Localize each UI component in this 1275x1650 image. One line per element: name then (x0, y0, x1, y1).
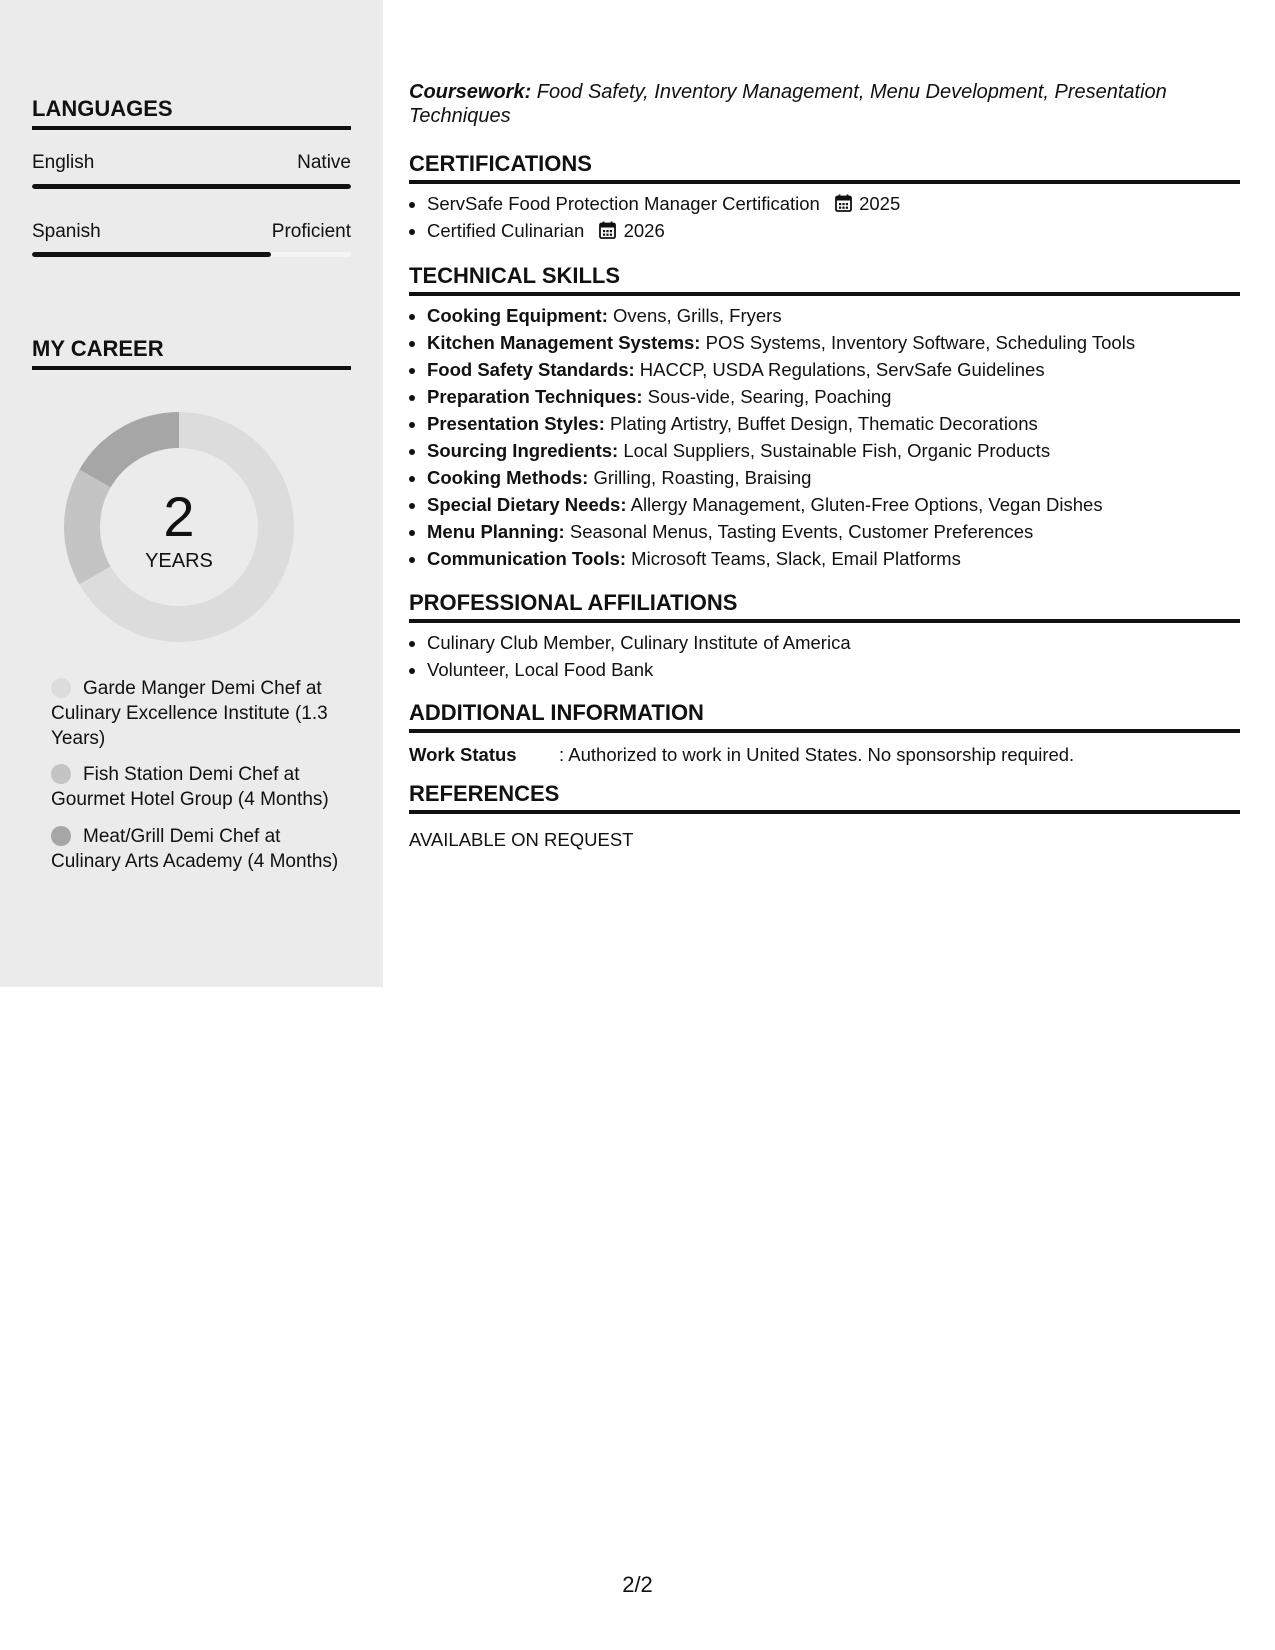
skill-value: Microsoft Teams, Slack, Email Platforms (626, 548, 961, 569)
career-legend-item (51, 676, 341, 751)
additional-info-heading: ADDITIONAL INFORMATION (409, 700, 1240, 733)
language-bar-spanish (32, 252, 351, 257)
language-level: Proficient (271, 221, 351, 242)
skills-list (409, 302, 1258, 572)
calendar-icon (835, 194, 852, 212)
list-item (427, 190, 1258, 217)
language-bar-english (32, 184, 351, 189)
skill-label: Preparation Techniques: (427, 386, 643, 407)
skill-label: Special Dietary Needs: (427, 494, 627, 515)
skill-value: POS Systems, Inventory Software, Scheduling Tools (700, 332, 1136, 353)
sidebar (0, 0, 383, 987)
language-row-spanish (32, 221, 351, 243)
skill-value: Plating Artistry, Buffet Design, Thematic Decorations (604, 413, 1038, 434)
language-name: Spanish (32, 221, 101, 242)
skill-value: Grilling, Roasting, Braising (588, 467, 812, 488)
work-status-value: : Authorized to work in United States. No sponsorship required. (559, 744, 1075, 765)
list-item: • Culinary Club Member, Culinary Institute of America (427, 629, 1258, 656)
skill-value: Allergy Management, Gluten-Free Options, Vegan Dishes (626, 494, 1103, 515)
legend-dot (51, 678, 71, 698)
certification-name: Certified Culinarian (427, 220, 585, 241)
list-item (427, 518, 1258, 545)
list-item (427, 437, 1258, 464)
career-donut-chart (64, 412, 294, 642)
donut-segment (79, 412, 179, 488)
skill-label: Presentation Styles: (427, 413, 605, 434)
work-status-label: Work Status (409, 744, 517, 765)
list-item (427, 410, 1258, 437)
legend-label: Garde Manger Demi Chef at Culinary Excellence Institute (1.3 Years) (51, 678, 328, 749)
coursework-label: Coursework: (409, 81, 532, 103)
technical-skills-heading: TECHNICAL SKILLS (409, 263, 1240, 296)
list-item (427, 545, 1258, 572)
language-level: Native (297, 152, 351, 173)
coursework-text: Food Safety, Inventory Management, Menu Development, Presentation Techniques (409, 81, 1167, 127)
skill-label: Communication Tools: (427, 548, 627, 569)
list-item: • Volunteer, Local Food Bank (427, 656, 1258, 683)
work-status (409, 743, 1240, 767)
career-unit: YEARS (145, 550, 213, 572)
career-legend-item (51, 824, 341, 874)
skill-label: Cooking Equipment: (427, 305, 608, 326)
page-number: 2/2 (622, 1572, 653, 1597)
calendar-icon (599, 221, 616, 239)
affiliations-list (409, 629, 1258, 683)
skill-label: Cooking Methods: (427, 467, 589, 488)
legend-dot (51, 826, 71, 846)
list-item (427, 302, 1258, 329)
language-bar-fill (32, 252, 271, 257)
languages-heading: LANGUAGES (32, 96, 351, 130)
career-legend-item (51, 762, 341, 812)
skill-value: HACCP, USDA Regulations, ServSafe Guidelines (634, 359, 1045, 380)
skill-value: Seasonal Menus, Tasting Events, Customer Preferences (564, 521, 1034, 542)
coursework (409, 80, 1240, 128)
skill-label: Sourcing Ingredients: (427, 440, 619, 461)
language-name: English (32, 152, 95, 173)
skill-value: Local Suppliers, Sustainable Fish, Organic Products (618, 440, 1051, 461)
legend-label: Fish Station Demi Chef at Gourmet Hotel Group (4 Months) (51, 764, 329, 810)
list-item (427, 383, 1258, 410)
references-text: AVAILABLE ON REQUEST (409, 829, 634, 850)
certification-year: 2025 (859, 193, 901, 214)
skill-value: Sous-vide, Searing, Poaching (642, 386, 892, 407)
skill-value: Ovens, Grills, Fryers (607, 305, 782, 326)
certification-name: ServSafe Food Protection Manager Certification (427, 193, 820, 214)
list-item (427, 329, 1258, 356)
list-item (427, 356, 1258, 383)
certifications-heading: CERTIFICATIONS (409, 151, 1240, 184)
language-bar-fill (32, 184, 351, 189)
career-total: 2 (163, 485, 195, 548)
career-heading: MY CAREER (32, 336, 351, 370)
list-item (427, 217, 1258, 244)
donut-segment (64, 470, 111, 585)
affiliations-heading: PROFESSIONAL AFFILIATIONS (409, 590, 1240, 623)
legend-dot (51, 764, 71, 784)
skill-label: Food Safety Standards: (427, 359, 635, 380)
certifications-list (409, 190, 1258, 244)
legend-label: Meat/Grill Demi Chef at Culinary Arts Academy (4 Months) (51, 826, 339, 872)
skill-label: Menu Planning: (427, 521, 565, 542)
language-row-english (32, 152, 351, 174)
list-item (427, 491, 1258, 518)
skill-label: Kitchen Management Systems: (427, 332, 701, 353)
list-item (427, 464, 1258, 491)
references-heading: REFERENCES (409, 781, 1240, 814)
certification-year: 2026 (623, 220, 665, 241)
